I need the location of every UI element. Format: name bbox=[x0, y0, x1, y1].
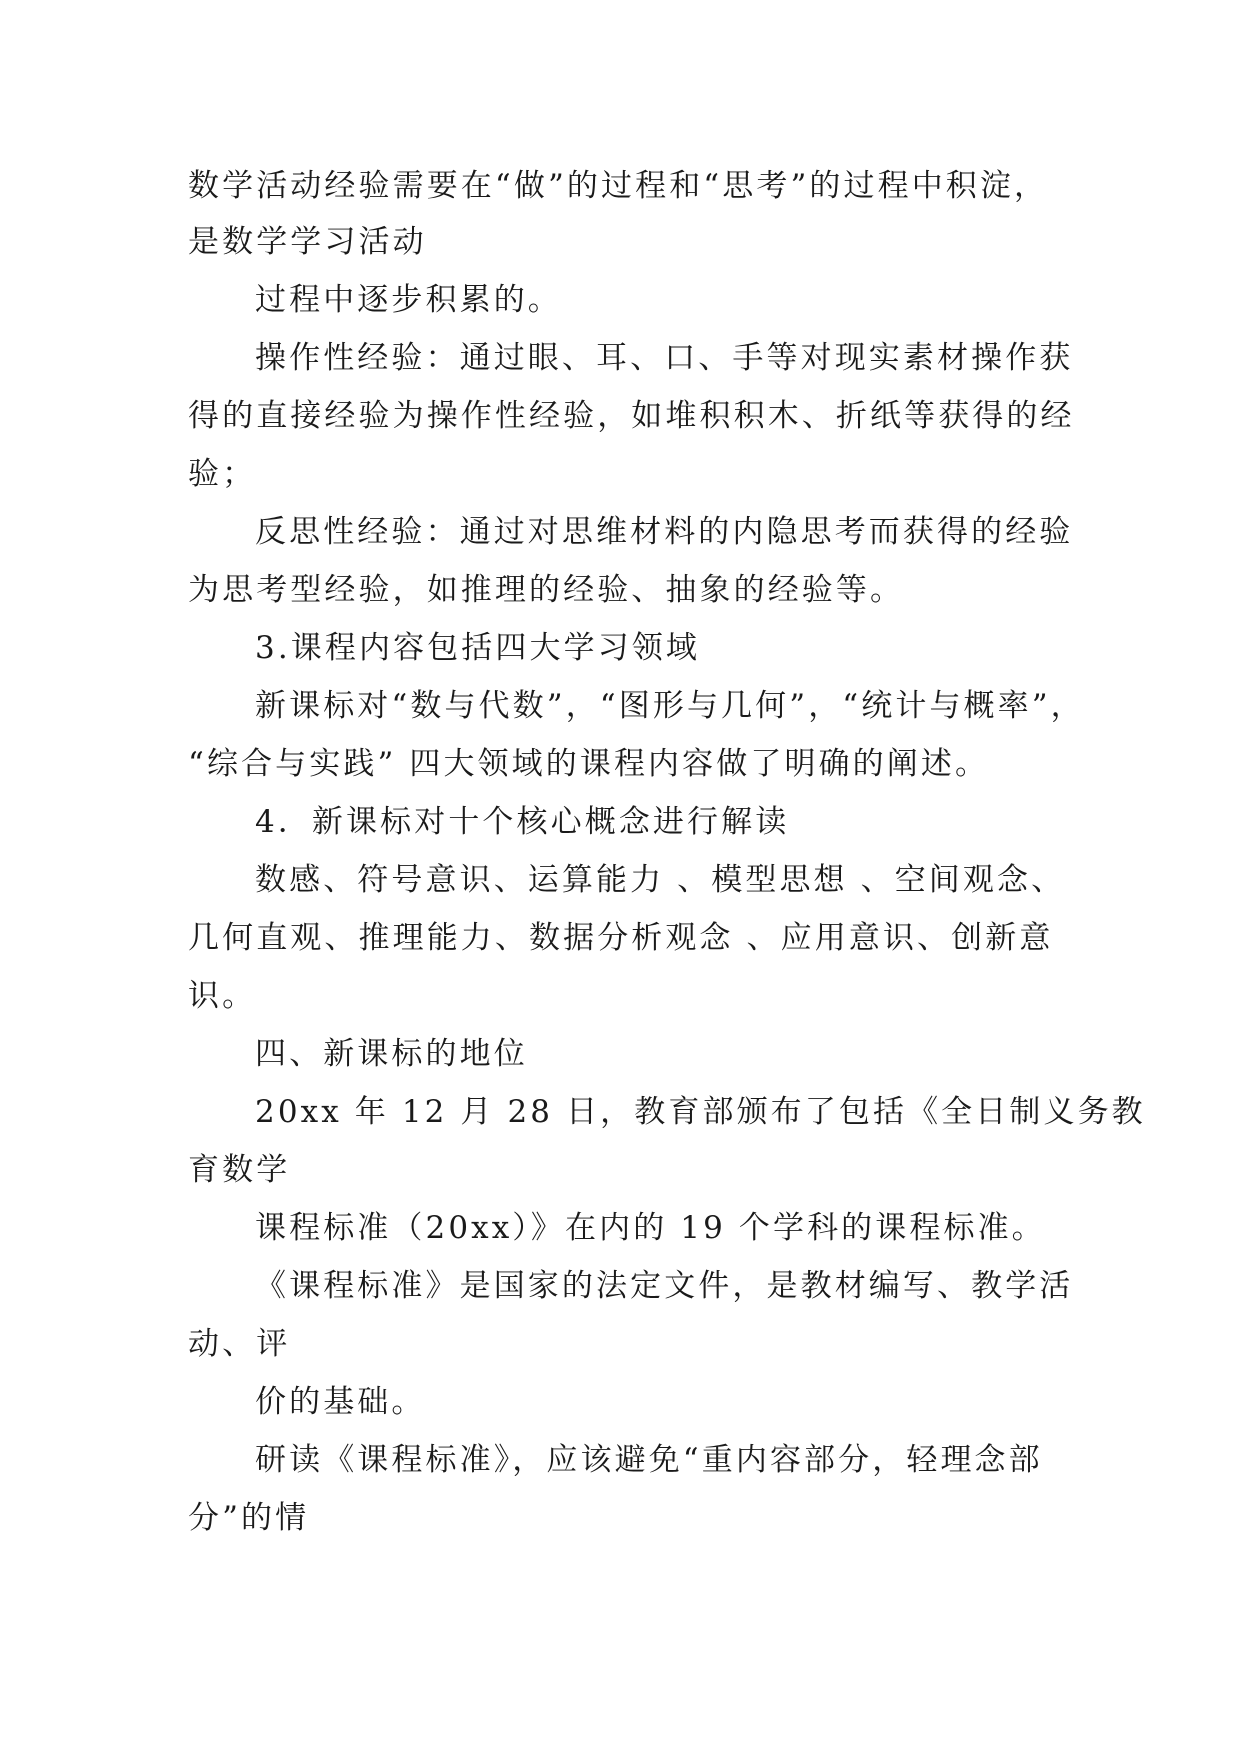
text-line-14: 几何直观、推理能力、数据分析观念 、应用意识、创新意 bbox=[188, 920, 1054, 956]
text-line-10: 新课标对“数与代数”，“图形与几何”，“统计与概率”， bbox=[255, 688, 1085, 724]
text-line-23: 研读《课程标准》，应该避免“重内容部分，轻理念部 bbox=[255, 1442, 1043, 1478]
text-line-3: 过程中逐步积累的。 bbox=[255, 282, 562, 318]
text-line-13: 数感、符号意识、运算能力 、模型思想 、空间观念、 bbox=[255, 862, 1066, 898]
text-line-8: 为思考型经验，如推理的经验、抽象的经验等。 bbox=[188, 572, 905, 608]
text-line-4: 操作性经验：通过眼、耳、口、手等对现实素材操作获 bbox=[255, 340, 1074, 376]
text-line-19: 课程标准（20xx）》在内的 19 个学科的课程标准。 bbox=[255, 1210, 1046, 1246]
text-line-24: 分”的情 bbox=[188, 1500, 310, 1536]
text-line-15: 识。 bbox=[188, 978, 257, 1014]
text-line-6: 验； bbox=[188, 456, 257, 492]
text-line-11: “综合与实践” 四大领域的课程内容做了明确的阐述。 bbox=[188, 746, 990, 782]
text-line-7: 反思性经验：通过对思维材料的内隐思考而获得的经验 bbox=[255, 514, 1074, 550]
text-line-5: 得的直接经验为操作性经验，如堆积积木、折纸等获得的经 bbox=[188, 398, 1075, 434]
text-line-2: 是数学学习活动 bbox=[188, 224, 427, 260]
text-line-16: 四、新课标的地位 bbox=[255, 1036, 528, 1072]
text-line-1: 数学活动经验需要在“做”的过程和“思考”的过程中积淀， bbox=[188, 168, 1049, 204]
text-line-12: 4．新课标对十个核心概念进行解读 bbox=[255, 804, 790, 840]
text-line-17: 20xx 年 12 月 28 日，教育部颁布了包括《全日制义务教 bbox=[255, 1094, 1146, 1130]
text-line-9: 3.课程内容包括四大学习领域 bbox=[255, 630, 700, 666]
text-line-22: 价的基础。 bbox=[255, 1384, 426, 1420]
text-line-20: 《课程标准》是国家的法定文件，是教材编写、教学活 bbox=[255, 1268, 1074, 1304]
text-line-21: 动、评 bbox=[188, 1326, 291, 1362]
text-line-18: 育数学 bbox=[188, 1152, 291, 1188]
